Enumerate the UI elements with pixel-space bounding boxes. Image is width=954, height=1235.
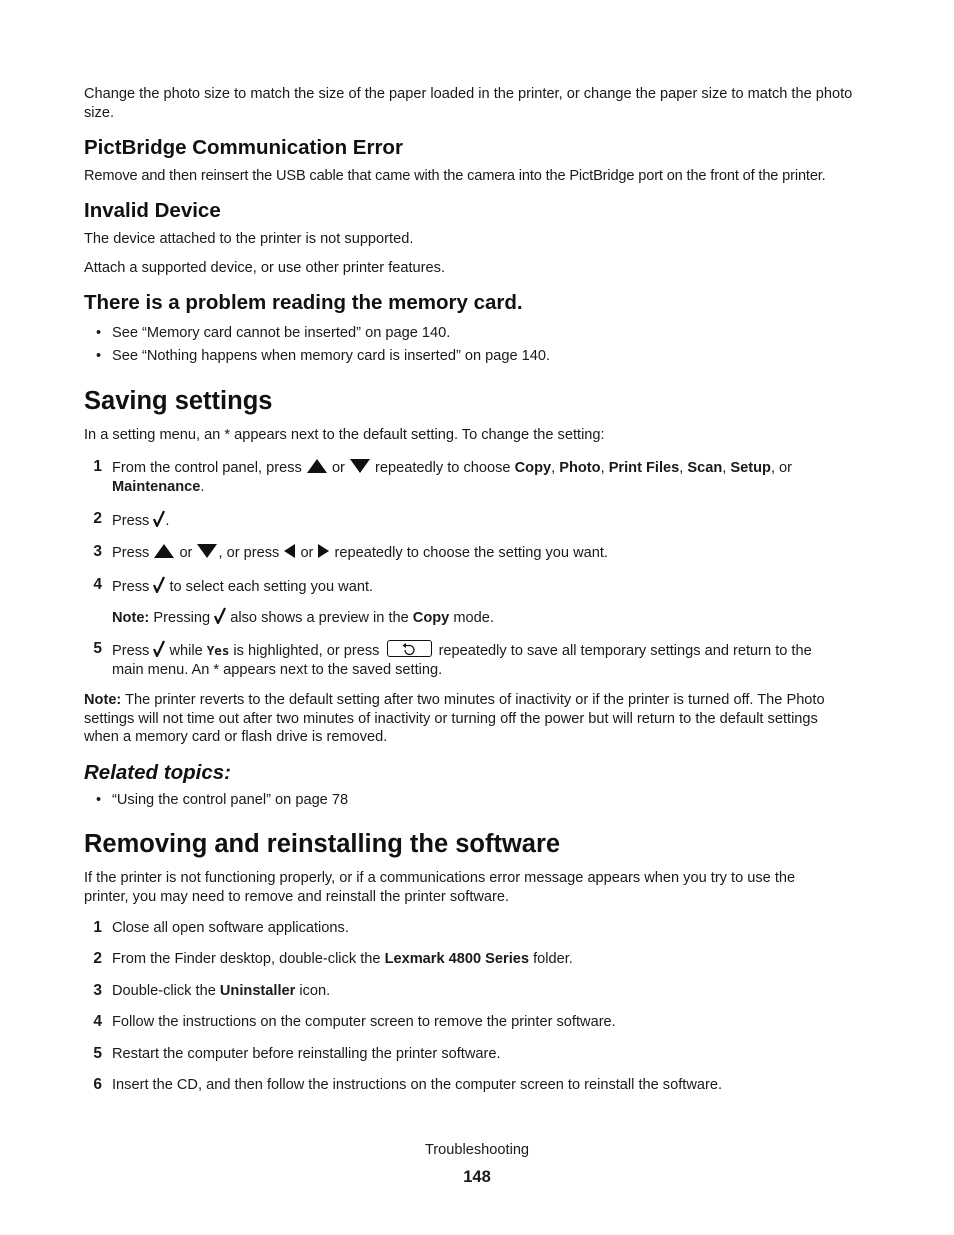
step-text: Press [112,513,150,529]
saving-step-2 [84,510,874,530]
punctuation: , or [770,460,793,476]
menu-name-maintenance: Maintenance [112,478,201,495]
step-number: 5 [93,640,102,657]
step-number: 6 [93,1076,102,1093]
punctuation: , [679,460,684,476]
checkmark-icon [153,576,165,593]
step-text: repeatedly to save all temporary settings and return to the [438,643,812,659]
removing-step-4 [84,1013,874,1033]
step-body [112,458,872,496]
step-text: main menu. An * appears next to the saved setting. [112,661,443,678]
back-button-icon [387,640,432,657]
step-text: or [300,545,314,561]
step-text: Press [112,643,150,659]
step-text: also shows a preview in the [230,610,409,626]
step-text: mode. [453,610,494,626]
step-body [112,510,872,531]
step-number: 1 [93,458,102,475]
punctuation: . [165,513,170,529]
removing-step-2 [84,950,874,970]
related-topic-link[interactable]: “Using the control panel” on page 78 [112,792,349,808]
footer-section-name: Troubleshooting [424,1142,530,1158]
saving-step-3 [84,543,874,563]
step-text: Press [112,579,150,595]
step-text: Close all open software applications. [112,920,349,936]
step-number: 3 [93,543,102,560]
removing-step-1 [84,919,874,939]
step-text: is highlighted, or press [233,643,380,659]
removing-software-heading: Removing and reinstalling the software [84,830,561,858]
intro-paragraph: Change the photo size to match the size of the paper loaded in the printer, or change the paper size to match the photo size. [84,86,853,121]
saving-step-5 [84,640,874,680]
invalid-device-text-1: The device attached to the printer is not supported. [84,231,414,247]
invalid-device-text-2: Attach a supported device, or use other printer features. [84,260,445,276]
saving-intro: In a setting menu, an * appears next to the default setting. To change the setting: [84,427,605,443]
step-number: 4 [93,576,102,593]
related-topics-heading: Related topics: [84,761,231,784]
bullet-dot: • [96,325,102,341]
left-arrow-icon [283,543,296,559]
punctuation: , [600,460,605,476]
uninstaller-name: Uninstaller [219,983,296,999]
menu-name-setup: Setup [730,460,771,476]
removing-step-3 [84,982,874,1002]
step-number: 5 [93,1045,102,1062]
right-arrow-icon [317,543,330,559]
saving-note [84,691,884,747]
step-text: repeatedly to choose [375,460,511,476]
removing-step-6 [84,1076,874,1096]
bullet-dot: • [96,348,102,364]
step-text: , or press [218,545,280,561]
punctuation: . [200,478,205,495]
step-text: Follow the instructions on the computer screen to remove the printer software. [112,1014,616,1030]
saving-step-4 [84,576,874,626]
step-text: while [169,643,203,659]
step-number: 3 [93,982,102,999]
menu-name-photo: Photo [559,460,601,476]
punctuation: , [551,460,556,476]
step-text: or [179,545,193,561]
checkmark-icon [214,607,226,624]
paragraph-text: If the printer is not functioning properly, or if a communications error message appears when you try to use the [84,870,796,886]
step-body [112,640,872,679]
yes-option-text: Yes [206,643,230,658]
punctuation: , [722,460,727,476]
removing-intro [84,869,874,906]
up-arrow-icon [306,458,328,474]
step-text: or [331,460,345,476]
pictbridge-heading: PictBridge Communication Error [84,136,403,159]
menu-name-scan: Scan [687,460,723,476]
checkmark-icon [153,640,165,657]
step-text: Pressing [153,610,211,626]
invalid-device-heading: Invalid Device [84,199,221,222]
note-label: Note: [112,610,150,626]
down-arrow-icon [349,458,371,474]
list-item-text: See “Nothing happens when memory card is inserted” on page 140. [112,348,551,364]
saving-step-1 [84,458,874,498]
bullet-dot: • [96,792,102,808]
page-number: 148 [463,1168,491,1186]
step-text: icon. [299,983,331,999]
note-label: Note: [84,692,122,708]
menu-name-copy: Copy [514,460,552,476]
note-text: settings will not time out after two minutes of inactivity or turning off the power but will return to the default settings [84,710,818,727]
step-body [112,543,872,563]
step-number: 2 [93,510,102,527]
step-number: 2 [93,950,102,967]
note-text: The printer reverts to the default setting after two minutes of inactivity or if the printer is turned off. The Photo [125,692,825,708]
list-item-text: See “Memory card cannot be inserted” on page 140. [112,325,451,341]
step-number: 4 [93,1013,102,1030]
step-body [112,576,872,597]
pictbridge-text: Remove and then reinsert the USB cable that came with the camera into the PictBridge port on the front of the printer. [84,168,826,184]
paragraph-text: printer, you may need to remove and reinstall the printer software. [84,888,510,905]
step-text: Insert the CD, and then follow the instructions on the computer screen to reinstall the software. [112,1077,723,1093]
step-text: repeatedly to choose the setting you want. [334,545,608,561]
checkmark-icon [153,510,165,527]
down-arrow-icon [196,543,218,559]
step-text: Restart the computer before reinstalling the printer software. [112,1046,501,1062]
memory-card-heading: There is a problem reading the memory card. [84,291,523,314]
up-arrow-icon [153,543,175,559]
step-text: to select each setting you want. [169,579,374,595]
step-note [112,607,872,628]
saving-settings-heading: Saving settings [84,387,273,415]
menu-name-copy: Copy [412,610,450,626]
step-text: From the control panel, press [112,460,302,476]
step-text: Press [112,545,150,561]
note-text: when a memory card or flash drive is removed. [84,729,388,745]
step-text: From the Finder desktop, double-click the [112,951,381,967]
step-text: folder. [533,951,573,967]
removing-step-5 [84,1045,874,1065]
folder-name: Lexmark 4800 Series [384,951,529,967]
step-number: 1 [93,919,102,936]
menu-name-print-files: Print Files [608,460,680,476]
step-text: Double-click the [112,983,216,999]
